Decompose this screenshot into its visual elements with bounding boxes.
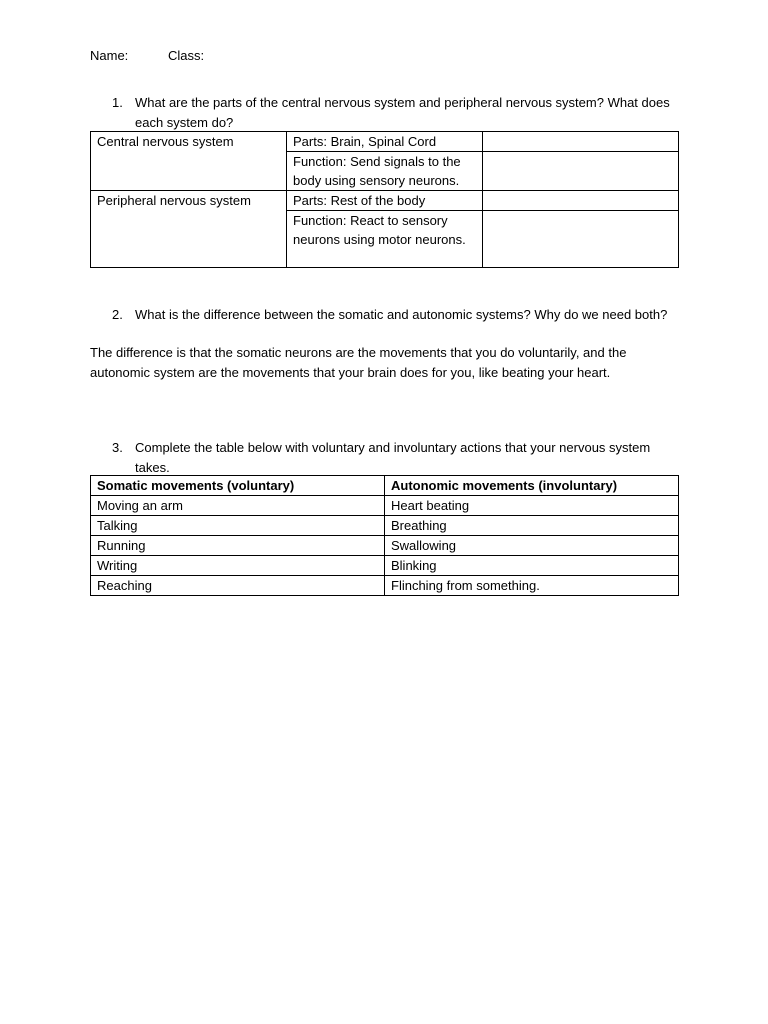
autonomic-cell: Flinching from something. (385, 576, 679, 596)
pns-function: Function: React to sensory neurons using motor neurons. (287, 211, 483, 268)
somatic-cell: Moving an arm (91, 496, 385, 516)
autonomic-header: Autonomic movements (involuntary) (385, 476, 679, 496)
empty-cell (483, 191, 679, 211)
somatic-cell: Running (91, 536, 385, 556)
class-label: Class: (168, 48, 205, 63)
somatic-cell: Talking (91, 516, 385, 536)
autonomic-cell: Swallowing (385, 536, 679, 556)
movements-table (90, 475, 679, 596)
autonomic-cell: Heart beating (385, 496, 679, 516)
somatic-header: Somatic movements (voluntary) (91, 476, 385, 496)
name-label: Name: (90, 48, 129, 63)
cns-parts: Parts: Brain, Spinal Cord (287, 132, 483, 152)
empty-cell (483, 152, 679, 191)
table-header-row (91, 476, 679, 496)
pns-label: Peripheral nervous system (91, 191, 287, 268)
empty-cell (483, 132, 679, 152)
empty-cell (483, 211, 679, 268)
somatic-cell: Writing (91, 556, 385, 576)
table-row (91, 536, 679, 556)
question-1-number: 1. (112, 95, 123, 110)
somatic-cell: Reaching (91, 576, 385, 596)
question-3-number: 3. (112, 440, 123, 455)
table-row (91, 576, 679, 596)
autonomic-cell: Blinking (385, 556, 679, 576)
pns-parts: Parts: Rest of the body (287, 191, 483, 211)
question-2-number: 2. (112, 307, 123, 322)
question-2-answer: The difference is that the somatic neurons are the movements that you do voluntarily, and the autonomic system are the movements that your brain does for you, like beating your heart. (90, 345, 627, 380)
table-row (91, 496, 679, 516)
question-2-text: What is the difference between the somatic and autonomic systems? Why do we need both? (135, 307, 668, 322)
table-row (91, 516, 679, 536)
question-1-text: What are the parts of the central nervous system and peripheral nervous system? What does each system do? (135, 95, 670, 130)
autonomic-cell: Breathing (385, 516, 679, 536)
question-3-text: Complete the table below with voluntary and involuntary actions that your nervous system takes. (135, 440, 651, 475)
nervous-system-table (90, 131, 679, 268)
cns-label: Central nervous system (91, 132, 287, 191)
cns-function: Function: Send signals to the body using sensory neurons. (287, 152, 483, 191)
table-row (91, 556, 679, 576)
